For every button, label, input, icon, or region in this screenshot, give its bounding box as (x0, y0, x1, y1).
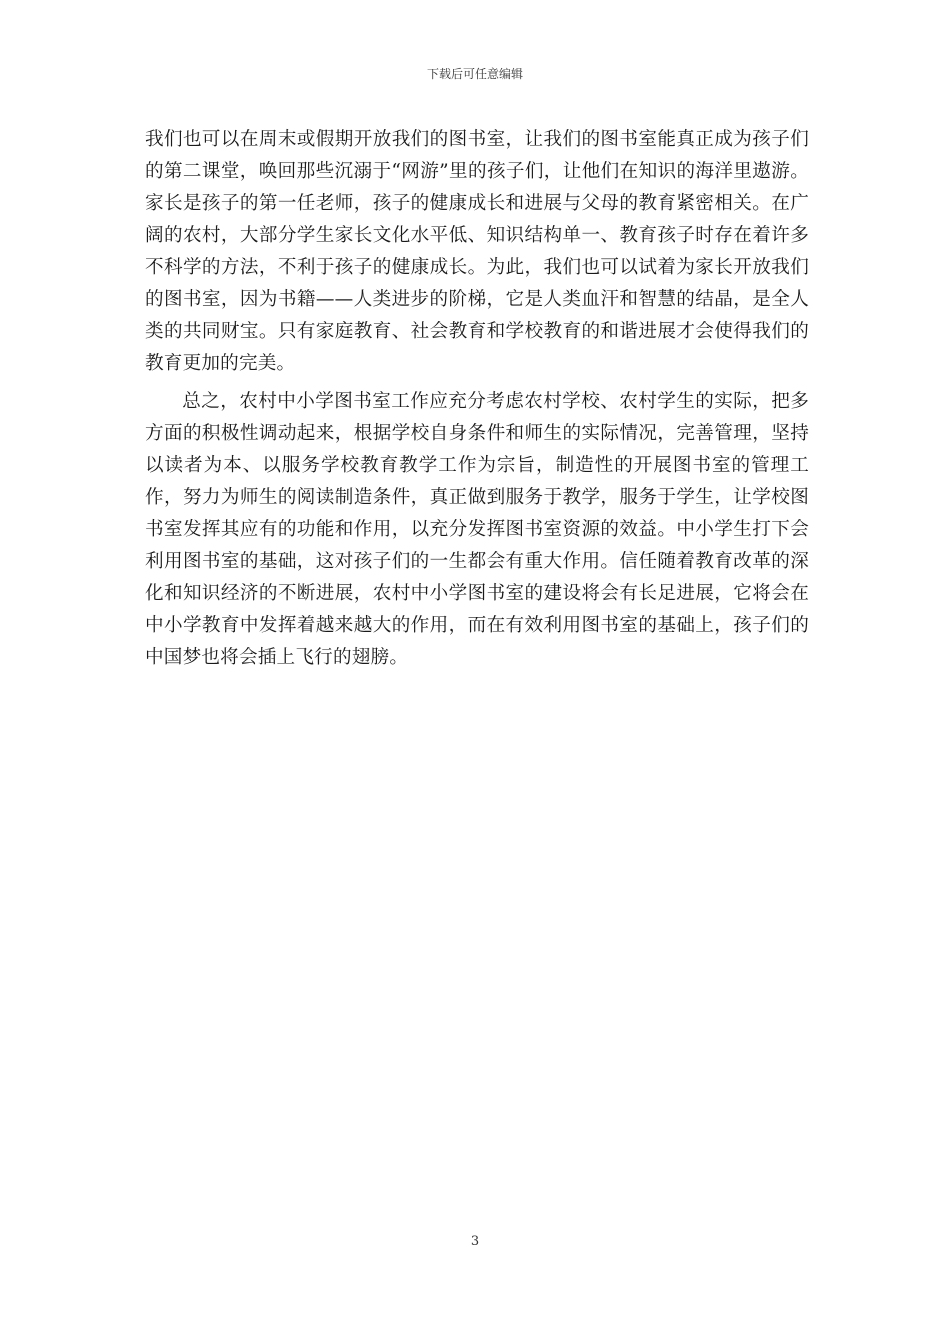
document-body (145, 124, 809, 674)
paragraph-continuation: 我们也可以在周末或假期开放我们的图书室，让我们的图书室能真正成为孩子们的第二课堂，唤回那些沉溺于“网游”里的孩子们，让他们在知识的海洋里遨游。家长是孩子的第一任老师，孩子的健康成长和进展与父母的教育紧密相关。在广阔的农村，大部分学生家长文化水平低、知识结构单一、教育孩子时存在着许多不科学的方法，不利于孩子的健康成长。为此，我们也可以试着为家长开放我们的图书室，因为书籍——人类进步的阶梯，它是人类血汗和智慧的结晶，是全人类的共同财宝。只有家庭教育、社会教育和学校教育的和谐进展才会使得我们的教育更加的完美。 (145, 129, 809, 374)
page-number: 3 (470, 1234, 480, 1249)
paragraph-conclusion: 总之，农村中小学图书室工作应充分考虑农村学校、农村学生的实际，把多方面的积极性调动起来，根据学校自身条件和师生的实际情况，完善管理，坚持以读者为本、以服务学校教育教学工作为宗旨，制造性的开展图书室的管理工作，努力为师生的阅读制造条件，真正做到服务于教学，服务于学生，让学校图书室发挥其应有的功能和作用，以充分发挥图书室资源的效益。中小学生打下会利用图书室的基础，这对孩子们的一生都会有重大作用。信任随着教育改革的深化和知识经济的不断进展，农村中小学图书室的建设将会有长足进展，它将会在中小学教育中发挥着越来越大的作用，而在有效利用图书室的基础上，孩子们的中国梦也将会插上飞行的翅膀。 (145, 391, 809, 668)
page-header: 下载后可任意编辑 (426, 67, 523, 81)
